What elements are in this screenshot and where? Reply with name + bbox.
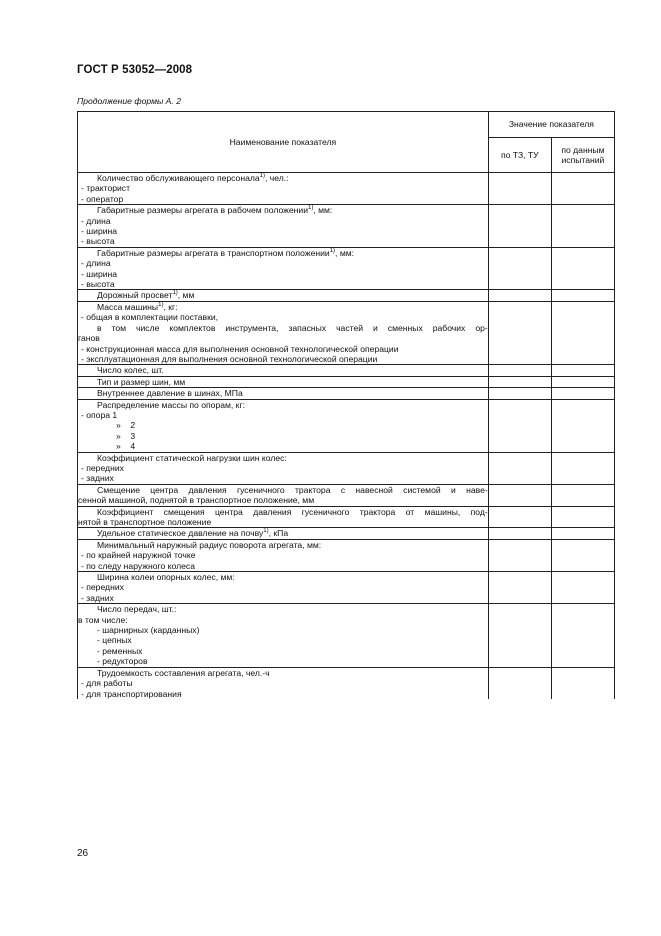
row-item: - шарнирных (карданных)	[97, 625, 200, 636]
header-indicator-value: Значение показателя	[488, 112, 614, 138]
value-test-cell	[551, 365, 614, 376]
value-tz-cell	[488, 399, 551, 452]
table-row	[78, 572, 615, 604]
value-test-cell	[551, 604, 614, 667]
row-name-cell	[78, 484, 489, 506]
document-header: ГОСТ Р 53052—2008	[77, 64, 193, 76]
value-test-cell	[551, 301, 614, 364]
row-item: - опора 1	[81, 409, 118, 420]
value-tz-cell	[488, 388, 551, 399]
table-row	[78, 247, 615, 290]
row-item: - общая в комплектации поставки,	[81, 312, 219, 323]
table-row	[78, 604, 615, 667]
row-name-cell	[78, 388, 489, 399]
header-by-test-data: по данным испытаний	[551, 138, 614, 173]
row-name-cell	[78, 452, 489, 484]
value-tz-cell	[488, 604, 551, 667]
value-tz-cell	[488, 365, 551, 376]
row-name-cell	[78, 572, 489, 604]
row-title: Масса машины	[97, 301, 159, 312]
row-name-cell: Габаритные размеры агрегата в рабочем положении$^{1)}$, мм: - длина - ширина - высота	[78, 205, 489, 248]
value-test-cell	[551, 247, 614, 290]
row-item: - ременных	[97, 645, 143, 656]
row-name-cell: Габаритные размеры агрегата в транспортном положении$^{1)}$, мм: - длина - ширина - высота	[78, 247, 489, 290]
row-item: - высота	[81, 236, 115, 247]
row-title: Удельное статическое давление на почву	[97, 528, 264, 539]
value-tz-cell	[488, 205, 551, 248]
footnote-mark: 1)	[263, 528, 269, 535]
row-title: Количество обслуживающего персонала	[97, 173, 260, 183]
row-name-cell	[78, 539, 489, 571]
row-item: - для работы	[81, 678, 133, 689]
row-name-cell: Количество обслуживающего персонала$^{1)}$, чел.: - тракторист - оператор	[78, 173, 489, 205]
value-tz-cell	[488, 173, 551, 205]
table-row	[78, 528, 615, 539]
row-name-cell	[78, 667, 489, 699]
page-number: 26	[77, 848, 89, 859]
row-item: - эксплуатационная для выполнения основной технологической операции	[81, 353, 378, 364]
row-title: Габаритные размеры агрегата в рабочем положении	[97, 205, 308, 216]
row-item: » 4	[116, 441, 136, 452]
footnote-mark: 1)	[158, 301, 164, 308]
row-item: » 2	[116, 420, 136, 431]
footnote-mark: 1)	[329, 247, 336, 254]
table-row	[78, 452, 615, 484]
value-tz-cell	[488, 572, 551, 604]
row-name-cell	[78, 506, 489, 528]
row-item: в том числе:	[78, 614, 128, 625]
value-test-cell	[551, 528, 614, 539]
row-name-cell	[78, 365, 489, 376]
footnote-mark: 1)	[308, 205, 314, 212]
row-title: Трудоемкость составления агрегата, чел.-ч	[97, 667, 270, 678]
row-title: Тип и размер шин, мм	[97, 376, 186, 387]
value-tz-cell	[488, 290, 551, 301]
value-tz-cell	[488, 484, 551, 506]
table-row	[78, 667, 615, 699]
value-tz-cell	[488, 301, 551, 364]
row-title: Число колес, шт.	[97, 365, 164, 376]
row-item: - оператор	[81, 193, 124, 204]
header-by-tz-tu: по ТЗ, ТУ	[488, 138, 551, 173]
row-item: - передних	[81, 462, 124, 473]
footnote-mark: 1)	[259, 173, 266, 179]
row-item: - по крайней наружной точке	[81, 550, 196, 561]
row-item: - по следу наружного колеса	[81, 560, 195, 571]
value-test-cell	[551, 484, 614, 506]
value-test-cell	[551, 539, 614, 571]
row-item: - высота	[81, 279, 115, 290]
row-item: - тракторист	[81, 183, 131, 194]
row-item: - конструкционная масса для выполнения основной технологической операции	[81, 343, 399, 354]
value-tz-cell	[488, 539, 551, 571]
row-name-cell	[78, 399, 489, 452]
row-title: Коэффициент статической нагрузки шин колес:	[97, 452, 287, 463]
row-title: Коэффициент смещения центра давления гусеничного трактора от машины, под-	[97, 506, 488, 517]
table-row	[78, 205, 615, 248]
row-name-cell	[78, 604, 489, 667]
value-test-cell	[551, 572, 614, 604]
value-test-cell	[551, 173, 614, 205]
row-title: Смещение центра давления гусеничного трактора с навесной системой и наве-	[97, 484, 488, 495]
row-item: - для транспортирования	[81, 688, 182, 699]
row-item: ганов	[78, 333, 100, 344]
table-row	[78, 388, 615, 399]
row-title: Дорожный просвет	[97, 290, 173, 301]
value-tz-cell	[488, 376, 551, 387]
value-test-cell	[551, 399, 614, 452]
value-test-cell	[551, 290, 614, 301]
value-test-cell	[551, 205, 614, 248]
row-name-cell: Удельное статическое давление на почву$^{1)}$, кПа	[78, 528, 489, 539]
row-item: - редукторов	[97, 656, 148, 667]
row-item: - задних	[81, 592, 114, 603]
value-test-cell	[551, 452, 614, 484]
row-item: сенной машиной, поднятой в транспортное положение, мм	[78, 495, 315, 506]
row-item: - ширина	[81, 268, 118, 279]
value-tz-cell	[488, 506, 551, 528]
row-item: - ширина	[81, 226, 118, 237]
row-item: - передних	[81, 582, 124, 593]
footnote-mark: 1)	[172, 290, 178, 297]
table-row	[78, 506, 615, 528]
row-title: Ширина колеи опорных колес, мм:	[97, 572, 235, 583]
row-name-cell: Дорожный просвет$^{1)}$, мм	[78, 290, 489, 301]
row-item: в том числе комплектов инструмента, запасных частей и сменных рабочих ор-	[97, 322, 488, 333]
table-row	[78, 301, 615, 364]
row-name-cell: Масса машины$^{1)}$, кг: - общая в комплектации поставки, в том числе комплектов инструмента, запасных частей и сменных рабочих ор- ганов - конструкционная масса для выполнения основной технологической операции - эксплуатационная для выполнения основной технологической операции	[78, 301, 488, 364]
table-row	[78, 290, 615, 301]
value-tz-cell	[488, 667, 551, 699]
row-item: нятой в транспортное положение	[78, 517, 212, 527]
row-title: Внутреннее давление в шинах, МПа	[97, 388, 243, 399]
row-item: » 3	[116, 430, 136, 441]
row-item: - длина	[81, 215, 111, 226]
table-row	[78, 399, 615, 452]
row-item: - задних	[81, 473, 114, 484]
row-title: Габаритные размеры агрегата в транспортном положении	[97, 247, 330, 258]
table-row	[78, 484, 615, 506]
row-item: - цепных	[97, 635, 132, 646]
value-tz-cell	[488, 452, 551, 484]
table-row	[78, 365, 615, 376]
row-title: Число передач, шт.:	[97, 604, 177, 615]
row-title: Минимальный наружный радиус поворота агрегата, мм:	[97, 539, 322, 550]
value-test-cell	[551, 506, 614, 528]
header-indicator-name: Наименование показателя	[78, 112, 489, 173]
row-item: - длина	[81, 258, 111, 269]
value-tz-cell	[488, 528, 551, 539]
form-caption: Продолжение формы А. 2	[77, 96, 181, 106]
value-test-cell	[551, 667, 614, 699]
table-row	[78, 376, 615, 387]
table-row	[78, 173, 615, 205]
indicators-table	[77, 111, 615, 699]
value-tz-cell	[488, 247, 551, 290]
value-test-cell	[551, 388, 614, 399]
row-name-cell	[78, 376, 489, 387]
table-row	[78, 539, 615, 571]
row-title: Распределение массы по опорам, кг:	[97, 399, 245, 410]
value-test-cell	[551, 376, 614, 387]
